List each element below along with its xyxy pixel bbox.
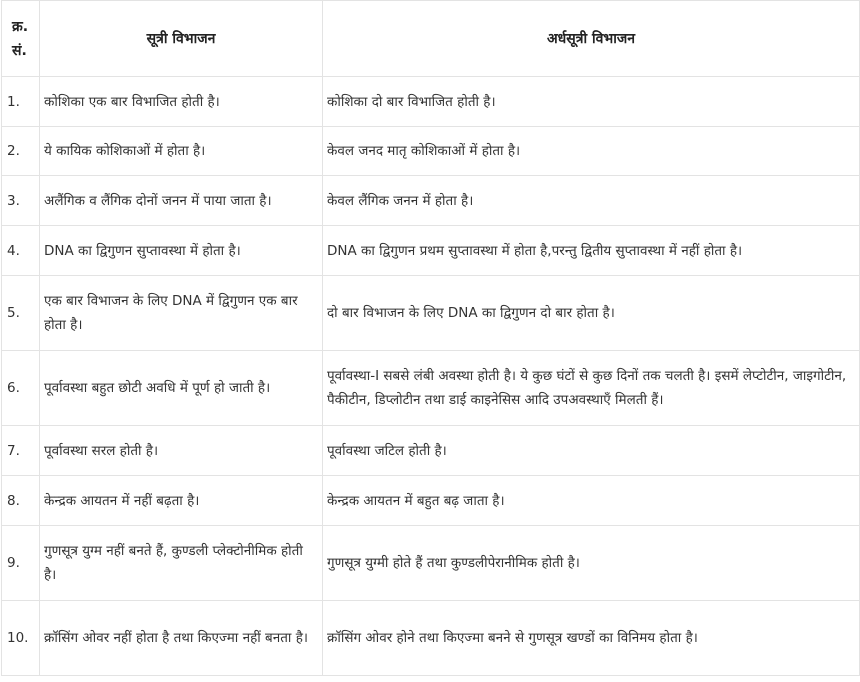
header-serial-line2: सं. (12, 42, 27, 59)
row-meiosis: केन्द्रक आयतन में बहुत बढ़ जाता है। (323, 476, 860, 526)
row-meiosis: कोशिका दो बार विभाजित होती है। (323, 77, 860, 127)
row-mitosis: अलैंगिक व लैंगिक दोनों जनन में पाया जाता है। (40, 176, 323, 226)
row-serial: 3. (2, 176, 40, 226)
row-mitosis: गुणसूत्र युग्म नहीं बनते हैं, कुण्डली प्लेक्टोनीमिक होती है। (40, 526, 323, 601)
row-serial: 7. (2, 426, 40, 476)
table-row (2, 351, 860, 426)
comparison-table (1, 0, 860, 676)
row-meiosis: दो बार विभाजन के लिए DNA का द्विगुणन दो बार होता है। (323, 276, 860, 351)
table-row (2, 77, 860, 127)
row-mitosis: केन्द्रक आयतन में नहीं बढ़ता है। (40, 476, 323, 526)
row-mitosis: पूर्वावस्था सरल होती है। (40, 426, 323, 476)
table-row (2, 526, 860, 601)
row-serial: 8. (2, 476, 40, 526)
header-serial-line1: क्र. (12, 18, 29, 35)
row-mitosis: कोशिका एक बार विभाजित होती है। (40, 77, 323, 127)
row-meiosis: गुणसूत्र युग्मी होते हैं तथा कुण्डलीपेरानीमिक होती है। (323, 526, 860, 601)
row-meiosis: क्रॉसिंग ओवर होने तथा किएज्मा बनने से गुणसूत्र खण्डों का विनिमय होता है। (323, 601, 860, 676)
header-mitosis: सूत्री विभाजन (40, 1, 323, 77)
row-serial: 9. (2, 526, 40, 601)
table-row (2, 476, 860, 526)
header-serial (2, 1, 40, 77)
row-serial: 2. (2, 127, 40, 176)
table-row (2, 176, 860, 226)
row-mitosis: DNA का द्विगुणन सुप्तावस्था में होता है। (40, 226, 323, 276)
row-meiosis: पूर्वावस्था जटिल होती है। (323, 426, 860, 476)
table-row (2, 276, 860, 351)
table-header (2, 1, 860, 77)
table-row (2, 127, 860, 176)
row-serial: 6. (2, 351, 40, 426)
row-serial: 5. (2, 276, 40, 351)
header-meiosis: अर्धसूत्री विभाजन (323, 1, 860, 77)
row-serial: 4. (2, 226, 40, 276)
row-serial: 1. (2, 77, 40, 127)
row-meiosis: केवल लैंगिक जनन में होता है। (323, 176, 860, 226)
table-row (2, 226, 860, 276)
row-mitosis: ये कायिक कोशिकाओं में होता है। (40, 127, 323, 176)
row-serial: 10. (2, 601, 40, 676)
table-row (2, 601, 860, 676)
row-meiosis: केवल जनद मातृ कोशिकाओं में होता है। (323, 127, 860, 176)
table-body (2, 77, 860, 676)
row-meiosis: DNA का द्विगुणन प्रथम सुप्तावस्था में होता है,परन्तु द्वितीय सुप्तावस्था में नहीं होता है। (323, 226, 860, 276)
row-mitosis: क्रॉसिंग ओवर नहीं होता है तथा किएज्मा नहीं बनता है। (40, 601, 323, 676)
row-mitosis: पूर्वावस्था बहुत छोटी अवधि में पूर्ण हो जाती है। (40, 351, 323, 426)
table-row (2, 426, 860, 476)
row-meiosis: पूर्वावस्था-I सबसे लंबी अवस्था होती है। ये कुछ घंटों से कुछ दिनों तक चलती है। इसमें लेप्टोटीन, जाइगोटीन, पैकीटीन, डिप्लोटीन तथा डाई काइनेसिस आदि उपअवस्थाएँ मिलती हैं। (323, 351, 860, 426)
header-row (2, 1, 860, 77)
row-mitosis: एक बार विभाजन के लिए DNA में द्विगुणन एक बार होता है। (40, 276, 323, 351)
